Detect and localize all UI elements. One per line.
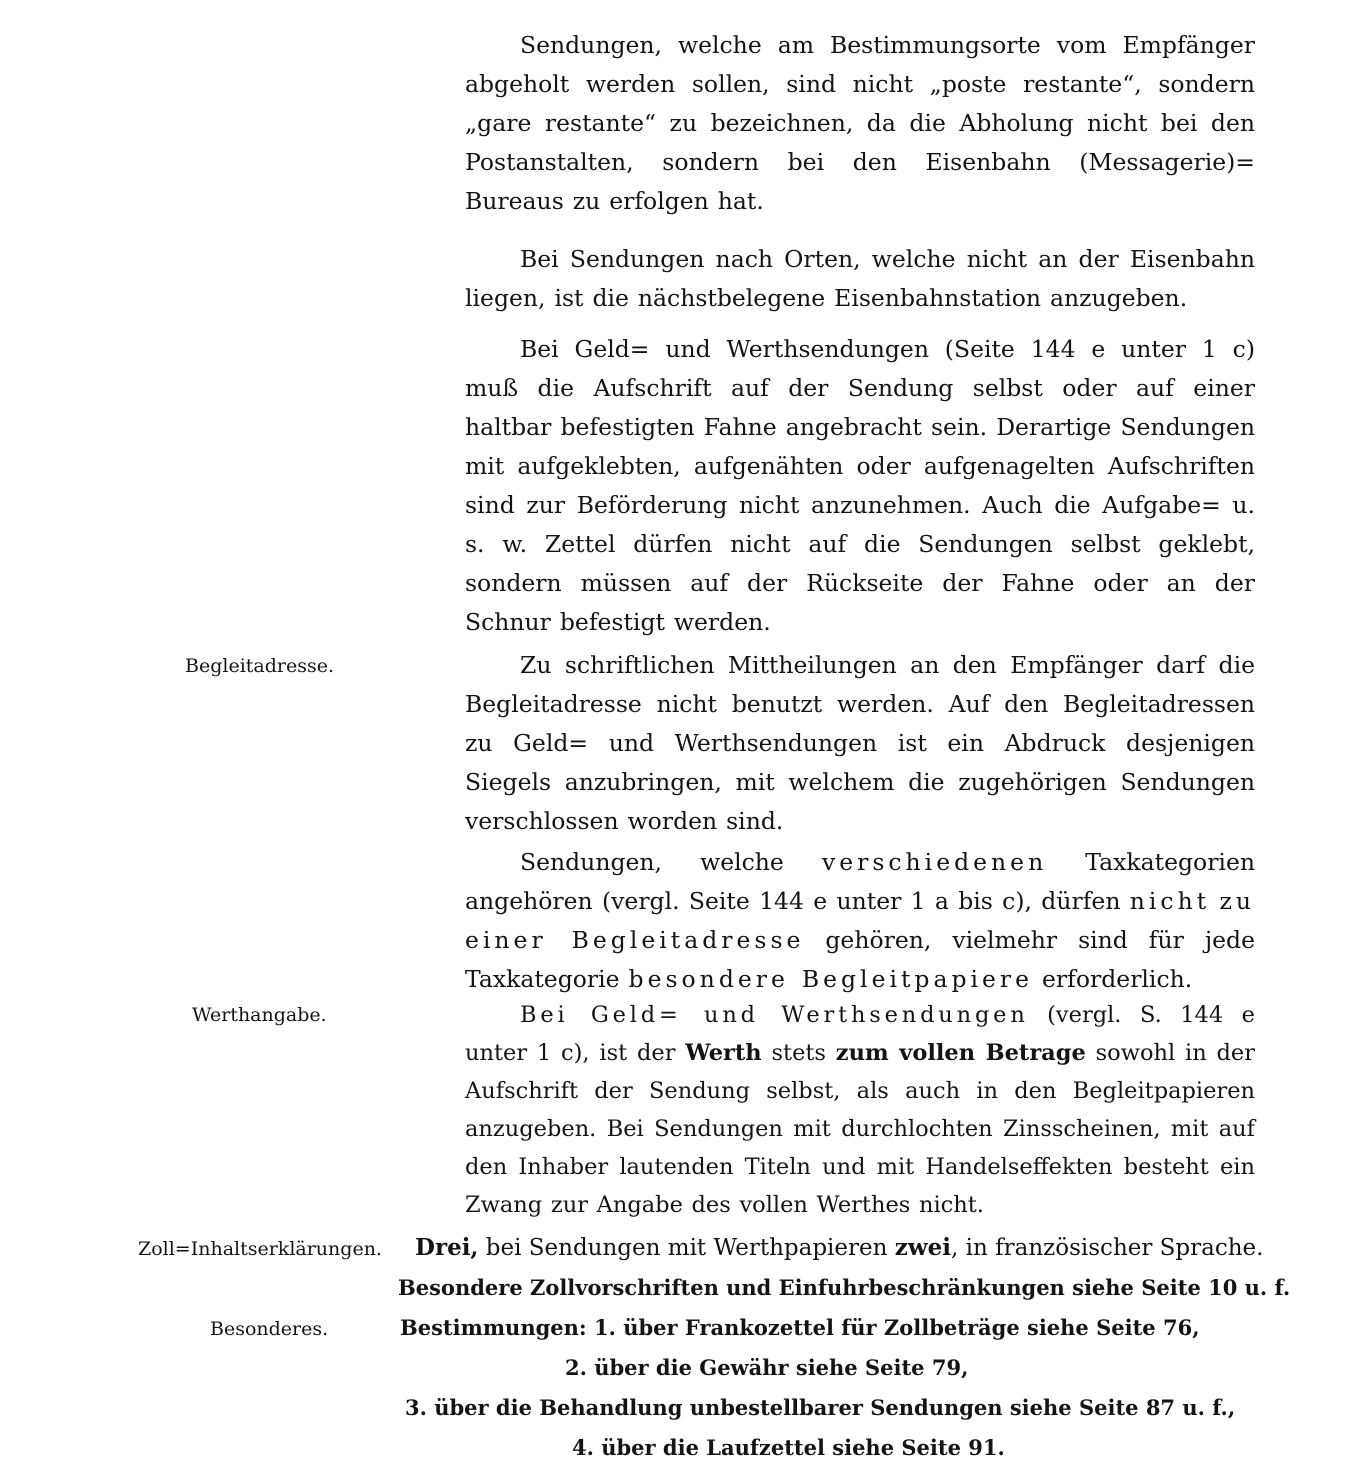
text-segment: zum vollen Betrage: [835, 1040, 1086, 1066]
text-segment: Drei,: [415, 1234, 479, 1261]
text-segment: sowohl in der Aufschrift der Sendung selbst, als auch in den Begleitpapieren anzugeben. Bei Sendungen mit durchlochten Zinsscheinen, mit auf den Inhaber lautenden Titeln und mit Handelseffekten besteht ein Zwang zur Angabe des vollen Werthes nicht.: [465, 1040, 1255, 1218]
text-segment: Bei Geld= und Werthsendungen: [520, 1002, 1029, 1028]
text-segment: stets: [761, 1040, 836, 1066]
text-segment: (vergl. S. 144 e unter 1 c), ist der: [465, 1002, 1255, 1066]
line-zollvorschriften-verweis: Besondere Zollvorschriften und Einfuhrbeschränkungen siehe Seite 10 u. f.: [398, 1275, 1291, 1300]
text-segment: zwei: [894, 1234, 951, 1261]
text-segment: Werth: [685, 1040, 762, 1066]
line-bestimmungen-1-frankozettel: [210, 1308, 1255, 1348]
margin-label-begleitadresse: Begleitadresse.: [185, 655, 335, 677]
paragraph-poste-restante: Sendungen, welche am Bestimmungsorte vom Empfänger abgeholt werden sollen, sind nicht „poste restante“, sondern „gare restante“ zu bezeichnen, da die Abholung nicht bei den Postanstalten, sondern bei den Eisenbahn (Messagerie)= Bureaus zu erfolgen hat.: [465, 31, 1255, 215]
text-segment: erforderlich.: [1033, 965, 1193, 993]
paragraph-begleitadresse: [185, 646, 1255, 841]
line-bestimmungen-1-text: Bestimmungen: 1. über Frankozettel für Zollbeträge siehe Seite 76,: [400, 1315, 1200, 1340]
section-werthangabe-und-verweise: [138, 996, 1291, 1468]
text-segment: nicht: [1129, 887, 1211, 915]
paragraph-begleitadresse-text: Zu schriftlichen Mittheilungen an den Empfänger darf die Begleitadresse nicht benutzt werden. Auf den Begleitadressen zu Geld= und Werthsendungen ist ein Abdruck desjenigen Siegels anzubringen, mit welchem die zugehörigen Sendungen verschlossen worden sind.: [465, 651, 1255, 835]
text-segment: gehören, vielmehr sind für jede Taxkategorie: [465, 926, 1255, 993]
text-segment: Sendungen, welche: [520, 848, 822, 876]
text-segment: besondere Begleitpapiere: [628, 965, 1034, 993]
paragraph-werthangabe: [192, 996, 1255, 1224]
paragraph-taxkategorien: [465, 843, 1255, 999]
text-segment: , in französischer Sprache.: [951, 1235, 1264, 1261]
line-bestimmungen-4-laufzettel: 4. über die Laufzettel siehe Seite 91.: [572, 1435, 1005, 1460]
text-segment: bei Sendungen mit Werthpapieren: [478, 1235, 895, 1261]
line-bestimmungen-3-unbestellbare-sendungen: 3. über die Behandlung unbestellbarer Sendungen siehe Seite 87 u. f.,: [405, 1395, 1236, 1420]
line-zoll-inhaltserklaerungen: [138, 1228, 1264, 1268]
line-bestimmungen-2-gewaehr: 2. über die Gewähr siehe Seite 79,: [565, 1355, 969, 1380]
text-segment: Taxkategorien angehören (vergl. Seite 144 e unter 1 a bis c), dürfen: [465, 848, 1255, 915]
paragraph-eisenbahnstation: Bei Sendungen nach Orten, welche nicht an der Eisenbahn liegen, ist die nächstbelegene Eisenbahnstation anzugeben.: [465, 245, 1255, 312]
text-segment: zu einer Begleitadresse: [465, 887, 1255, 954]
margin-label-besonderes: Besonderes.: [210, 1318, 329, 1340]
margin-label-werthangabe: Werthangabe.: [192, 1004, 327, 1026]
text-segment: verschiedenen: [821, 848, 1048, 876]
paragraph-aufschrift-fahne: Bei Geld= und Werthsendungen (Seite 144 e unter 1 c) muß die Aufschrift auf der Sendung selbst oder auf einer haltbar befestigten Fahne angebracht sein. Derartige Sendungen mit aufgeklebten, aufgenähten oder aufgenagelten Aufschriften sind zur Beförderung nicht anzunehmen. Auch die Aufgabe= u. s. w. Zettel dürfen nicht auf die Sendungen selbst geklebt, sondern müssen auf der Rückseite der Fahne oder an der Schnur befestigt werden.: [465, 335, 1255, 636]
margin-label-zoll-inhaltserklaerungen: Zoll=Inhaltserklärungen.: [138, 1238, 382, 1260]
